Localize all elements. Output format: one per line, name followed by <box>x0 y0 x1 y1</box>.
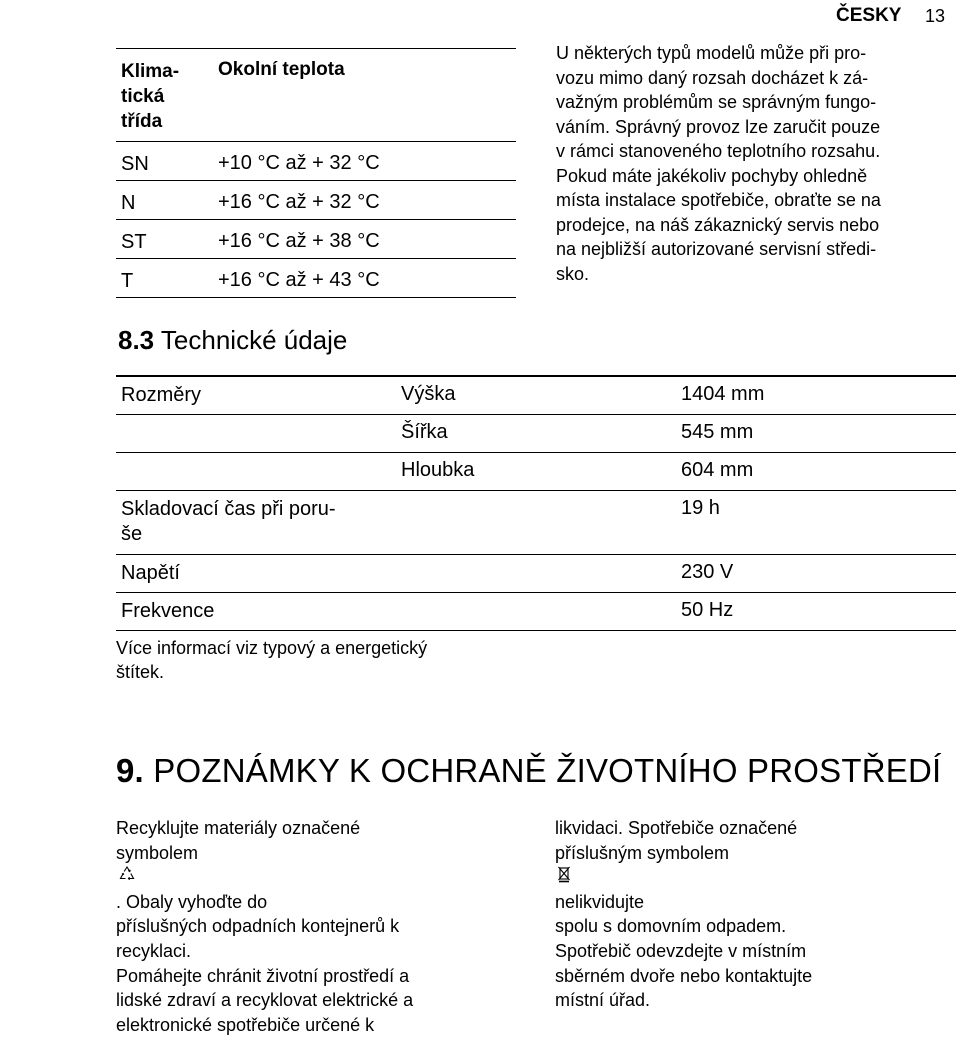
table-row <box>116 141 516 180</box>
spec-value: 19 h <box>681 497 720 519</box>
climate-note-paragraph: U některých typů modelů může při pro- vozu mimo daný rozsah docházet k zá- važným problémům se správným fungo- váním. Správný provoz lze zaručit pouze v rámci stanoveného teplotního rozsahu. Pokud máte jakékoliv pochyby ohledně místa instalace spotřebiče, obraťte se na prodejce, na náš zákaznický servis nebo na nejbližší autorizované servisní středi- sko. <box>556 43 881 284</box>
temperature-range-cell: +16 °C až + 43 °C <box>218 269 380 291</box>
climate-class-cell: T <box>121 270 134 292</box>
temperature-range-cell: +10 °C až + 32 °C <box>218 152 380 174</box>
spec-sublabel: Hloubka <box>401 459 475 481</box>
spec-label: Frekvence <box>121 600 215 622</box>
spec-value: 50 Hz <box>681 599 734 621</box>
language-label: ČESKY <box>836 5 902 26</box>
spec-sublabel: Výška <box>401 383 456 405</box>
table-row <box>116 415 956 453</box>
tech-data-table <box>116 375 956 631</box>
table-row <box>116 180 516 219</box>
spec-value: 1404 mm <box>681 383 765 405</box>
recycle-icon <box>118 865 411 890</box>
spec-value: 230 V <box>681 561 734 583</box>
table-row <box>116 453 956 491</box>
temperature-range-cell: +16 °C až + 38 °C <box>218 230 380 252</box>
spec-label: Skladovací čas při poru- še <box>121 498 336 545</box>
tech-footnote: Více informací viz typový a energetický štítek. <box>116 638 428 682</box>
climate-class-cell: N <box>121 192 136 214</box>
temperature-range-cell: +16 °C až + 32 °C <box>218 191 380 213</box>
climate-class-table <box>116 48 516 298</box>
spec-value: 604 mm <box>681 459 754 481</box>
climate-table-header <box>116 49 516 141</box>
climate-class-cell: SN <box>121 153 149 175</box>
table-row <box>116 219 516 258</box>
table-row <box>116 555 956 593</box>
environment-text-right: likvidaci. Spotřebiče označené příslušným symbolem nelikvidujte spolu s domovním odpadem. Spotřebič odevzdejte v místním sběrném dvoře nebo kontaktujte místní úřad. <box>555 818 813 1011</box>
spec-label: Rozměry <box>121 384 202 406</box>
page-number: 13 <box>925 6 946 26</box>
spec-sublabel: Šířka <box>401 421 448 443</box>
environment-text-left: Recyklujte materiály označené symbolem . Obaly vyhoďte do příslušných odpadních kontejnerů k recyklaci. Pomáhejte chránit životní prostředí a lidské zdraví a recyklovat elektrické a elektronické spotřebiče určené k <box>116 818 414 1035</box>
table-row <box>116 377 956 415</box>
environment-section-title: 9. POZNÁMKY K OCHRANĚ ŽIVOTNÍHO PROSTŘEDÍ <box>116 752 942 789</box>
table-row <box>116 593 956 631</box>
ambient-temperature-heading: Okolní teplota <box>218 59 345 80</box>
climate-class-heading: Klima- tická třída <box>121 61 180 132</box>
climate-class-cell: ST <box>121 231 147 253</box>
crossed-out-bin-icon <box>557 865 810 890</box>
table-row <box>116 258 516 297</box>
spec-label: Napětí <box>121 562 180 584</box>
spec-value: 545 mm <box>681 421 754 443</box>
table-row <box>116 491 956 555</box>
tech-section-title: 8.3 Technické údaje <box>118 325 348 355</box>
